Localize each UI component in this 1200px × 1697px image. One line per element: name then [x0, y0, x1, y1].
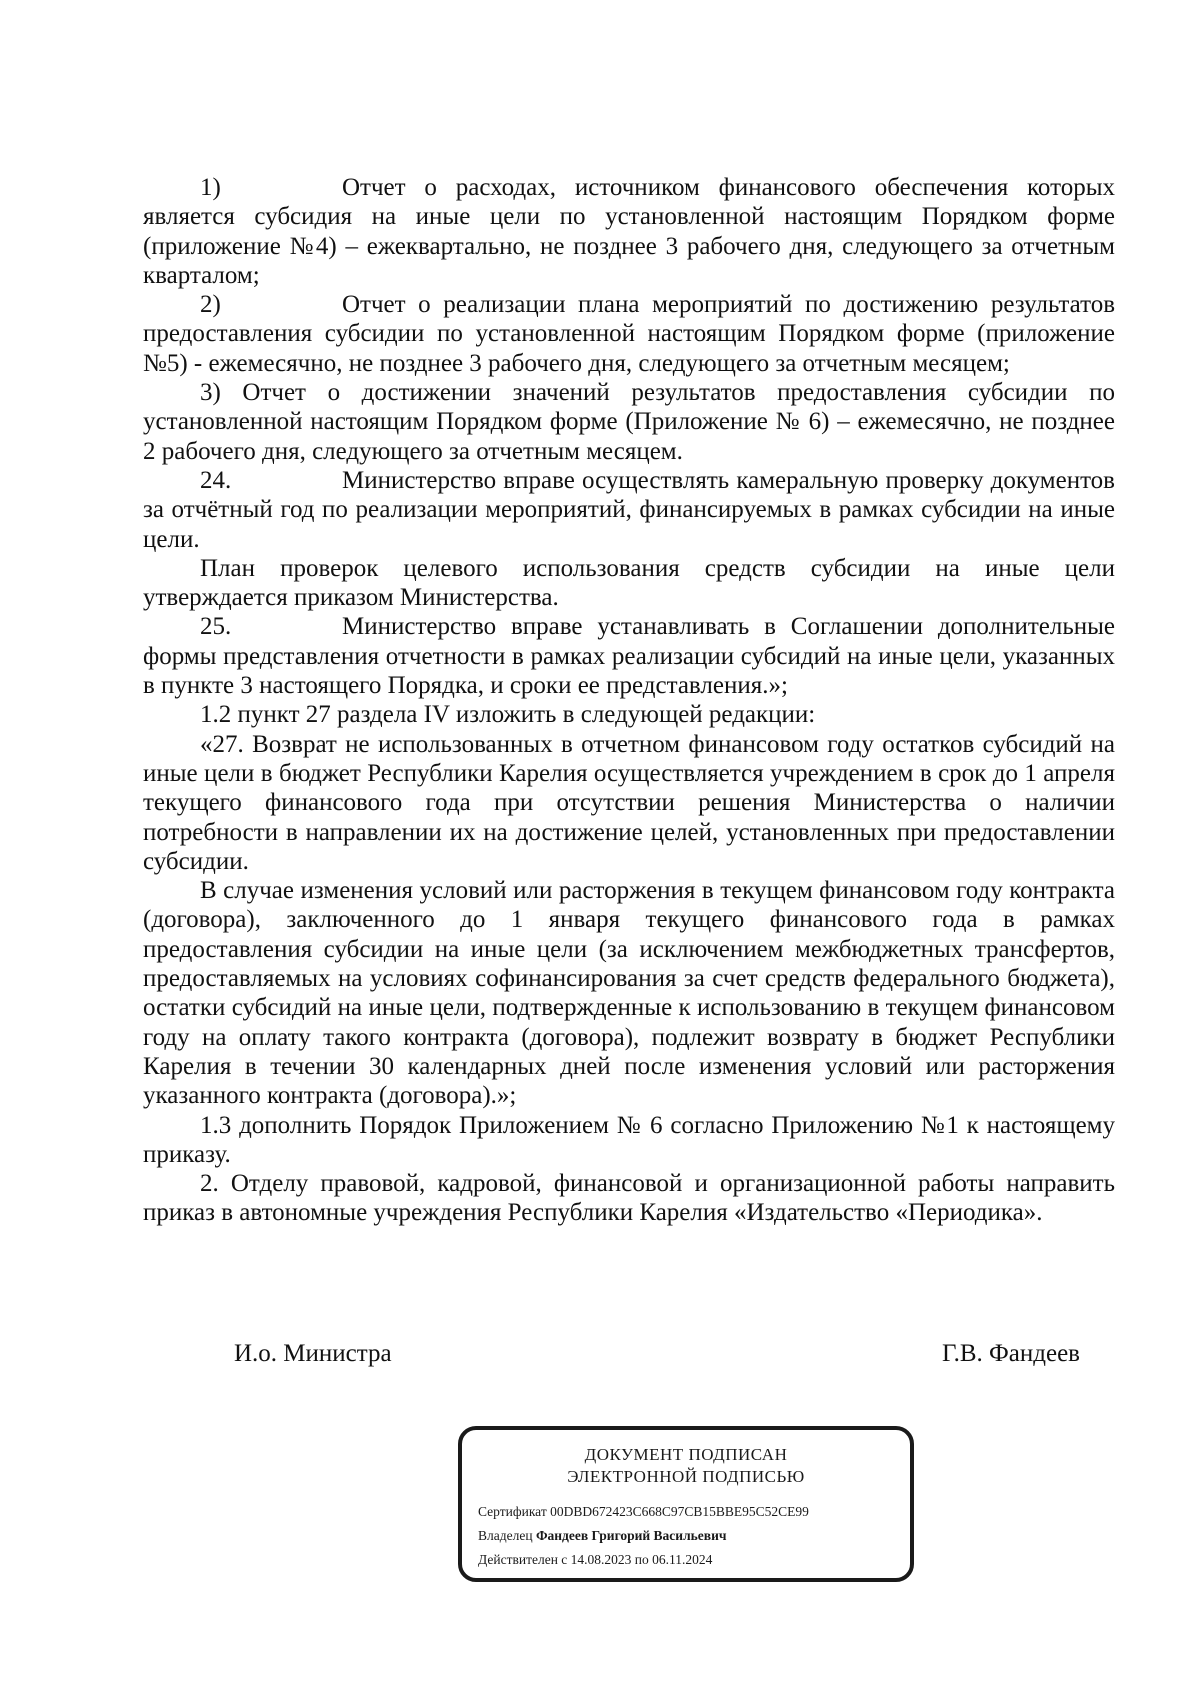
- paragraph-inspection-plan: [143, 554, 1115, 613]
- valid-to: 06.11.2024: [652, 1552, 713, 1567]
- stamp-details: [478, 1500, 910, 1572]
- valid-label: Действителен с: [478, 1552, 568, 1567]
- paragraph-24: [143, 466, 1115, 554]
- electronic-signature-stamp: [458, 1426, 914, 1582]
- valid-from: 14.08.2023: [570, 1552, 632, 1567]
- signatory-name: Г.В. Фандеев: [941, 1340, 1080, 1367]
- stamp-owner-line: [478, 1524, 910, 1548]
- paragraph-report-expenses: [143, 173, 1115, 290]
- paragraph-text: 2. Отделу правовой, кадровой, финансовой и организационной работы направить приказ в автономные учреждения Республики Карелия «Издательство «Периодика».: [143, 1170, 1115, 1227]
- stamp-title-line: ДОКУМЕНТ ПОДПИСАН: [584, 1445, 788, 1464]
- paragraph-1-2: [143, 700, 1115, 729]
- stamp-certificate-line: [478, 1500, 910, 1524]
- paragraph-text: 3) Отчет о достижении значений результатов предоставления субсидии по установленной настоящим Порядком форме (Приложение № 6) – ежемесячно, не позднее 2 рабочего дня, следующего за отчетным месяцем.: [143, 379, 1115, 465]
- paragraph-text: 1.2 пункт 27 раздела IV изложить в следующей редакции:: [200, 701, 816, 729]
- signatory-role: И.о. Министра: [234, 1340, 392, 1367]
- owner-label: Владелец: [478, 1528, 533, 1543]
- paragraph-text: План проверок целевого использования средств субсидии на иные цели утверждается приказом Министерства.: [143, 554, 1115, 612]
- valid-to-label: по: [634, 1552, 649, 1567]
- paragraph-text: «27. Возврат не использованных в отчетном финансовом году остатков субсидий на иные цели в бюджет Республики Карелия осуществляется учреждением в срок до 1 апреля текущего финансового года при отсутствии решения Министерства о наличии потребности в направлении их на достижение целей, установленных при предоставлении субсидии.: [143, 730, 1115, 875]
- paragraph-report-results: [143, 378, 1115, 466]
- paragraph-1-3: [143, 1111, 1115, 1170]
- paragraph-text: Отчет о расходах, источником финансового обеспечения которых является субсидия на иные цели по установленной настоящим Порядком форме (приложение №4) – ежеквартально, не позднее 3 рабочего дня, следующего за отчетным кварталом;: [143, 174, 1115, 289]
- stamp-title: [462, 1444, 910, 1488]
- paragraph-text: Министерство вправе устанавливать в Соглашении дополнительные формы представления отчетности в рамках реализации субсидий на иные цели, указанных в пункте 3 настоящего Порядка, и сроки ее представления.»;: [143, 613, 1115, 700]
- item-number: 1): [200, 174, 221, 201]
- certificate-label: Сертификат: [478, 1504, 547, 1519]
- paragraph-27: [143, 730, 1115, 876]
- owner-value: Фандеев Григорий Васильевич: [535, 1528, 727, 1543]
- item-number: 24.: [200, 466, 232, 494]
- paragraph-2: [143, 1169, 1115, 1228]
- paragraph-text: В случае изменения условий или расторжения в текущем финансовом году контракта (договора), заключенного до 1 января текущего финансового года в рамках предоставления субсидии на иные цели (за исключением межбюджетных трансфертов, предоставляемых на условиях софинансирования за счет средств федерального бюджета), остатки субсидий на иные цели, подтвержденные к использованию в текущем финансовом году на оплату такого контракта (договора), подлежит возврату в бюджет Республики Карелия в течении 30 календарных дней после изменения условий или расторжения указанного контракта (договора).»;: [143, 877, 1115, 1110]
- paragraph-text: Отчет о реализации плана мероприятий по достижению результатов предоставления субсидии по установленной настоящим Порядком форме (приложение №5) - ежемесячно, не позднее 3 рабочего дня, следующего за отчетным месяцем;: [143, 291, 1115, 377]
- paragraph-text: Министерство вправе осуществлять камеральную проверку документов за отчётный год по реализации мероприятий, финансируемых в рамках субсидии на иные цели.: [143, 466, 1115, 553]
- paragraph-contract-change: [143, 876, 1115, 1110]
- item-number: 25.: [200, 613, 232, 641]
- certificate-value: 00DBD672423C668C97CB15BBE95C52CE99: [550, 1504, 809, 1519]
- item-number: 2): [200, 291, 221, 319]
- paragraph-report-plan: [143, 290, 1115, 378]
- stamp-validity-line: [478, 1548, 910, 1572]
- stamp-title-line: ЭЛЕКТРОННОЙ ПОДПИСЬЮ: [567, 1467, 805, 1486]
- paragraph-25: [143, 612, 1115, 700]
- document-body: [143, 173, 1115, 1228]
- paragraph-text: 1.3 дополнить Порядок Приложением № 6 согласно Приложению №1 к настоящему приказу.: [143, 1111, 1115, 1168]
